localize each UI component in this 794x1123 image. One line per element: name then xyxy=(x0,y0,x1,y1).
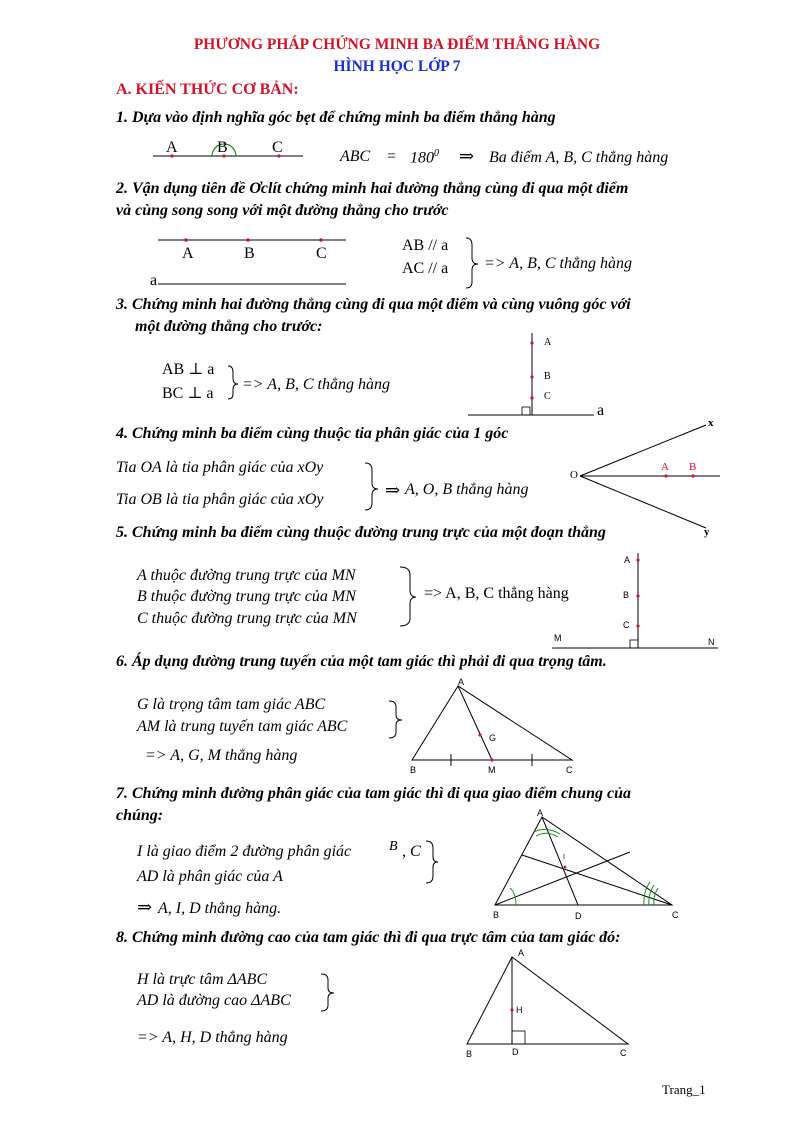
s1-conclusion: Ba điểm A, B, C thẳng hàng xyxy=(489,149,669,166)
s1-label-a: A xyxy=(166,139,178,156)
s5-condition-1: A thuộc đường trung trực của MN xyxy=(137,567,356,584)
s8-condition-2: AD là đường cao ΔABC xyxy=(137,992,291,1009)
s3-condition-2: BC ⊥ a xyxy=(162,385,214,402)
s3-heading-line2: một đường thẳng cho trước: xyxy=(135,318,323,335)
s7-label-c: C xyxy=(672,910,679,920)
s6-conclusion: => A, G, M thẳng hàng xyxy=(145,747,298,764)
s4-label-x: x xyxy=(708,417,714,429)
s4-label-y: y xyxy=(704,526,710,538)
s2-conclusion: => A, B, C thẳng hàng xyxy=(484,255,632,272)
s7-heading-line1: 7. Chứng minh đường phân giác của tam giác thì đi qua giao điểm chung của xyxy=(116,785,631,802)
s1-implies-arrow: ⇒ xyxy=(459,146,475,166)
s8-label-d: D xyxy=(512,1047,519,1057)
s7-conclusion: A, I, D thẳng hàng. xyxy=(158,900,282,917)
s3-heading-line1: 3. Chứng minh hai đường thẳng cùng đi qua một điểm và cùng vuông góc với xyxy=(116,296,631,313)
s5-label-b: B xyxy=(623,590,630,600)
s3-conclusion: => A, B, C thẳng hàng xyxy=(242,376,390,393)
s5-heading: 5. Chứng minh ba điểm cùng thuộc đường trung trực của một đoạn thẳng xyxy=(116,524,606,541)
s2-heading-line1: 2. Vận dụng tiên đề Ơclít chứng minh hai đường thẳng cùng đi qua một điểm xyxy=(116,180,629,197)
s8-label-h: H xyxy=(516,1005,523,1015)
s1-label-c: C xyxy=(272,139,283,156)
s6-condition-1: G là trọng tâm tam giác ABC xyxy=(137,696,326,713)
s8-triangle-abc xyxy=(467,957,628,1044)
s2-label-b: B xyxy=(244,245,255,262)
s8-label-a: A xyxy=(518,948,525,958)
s3-condition-1: AB ⊥ a xyxy=(162,361,215,378)
s4-conclusion: A, O, B thẳng hàng xyxy=(405,481,529,498)
s2-label-a: A xyxy=(182,245,194,262)
s6-label-b: B xyxy=(410,765,417,775)
s2-line-label: a xyxy=(150,272,158,289)
section-a-heading: A. KIẾN THỨC CƠ BẢN: xyxy=(116,81,299,98)
page-number: Trang_1 xyxy=(662,1082,706,1097)
s4-label-o: O xyxy=(570,469,578,481)
s7-label-b: B xyxy=(493,910,500,920)
s5-label-n: N xyxy=(708,637,715,647)
s6-heading: 6. Áp dụng đường trung tuyến của một tam giác thì phải đi qua trọng tâm. xyxy=(116,653,607,670)
s4-label-a: A xyxy=(661,461,669,473)
s4-heading: 4. Chứng minh ba điểm cùng thuộc tia phân giác của 1 góc xyxy=(116,425,509,442)
s7-label-a: A xyxy=(537,808,544,818)
s8-label-b: B xyxy=(466,1049,473,1059)
s6-label-m: M xyxy=(488,765,496,775)
s3-line-label: a xyxy=(597,402,605,419)
s6-condition-2: AM là trung tuyến tam giác ABC xyxy=(137,718,348,735)
s6-label-c: C xyxy=(566,765,573,775)
s8-heading: 8. Chứng minh đường cao của tam giác thì đi qua trực tâm của tam giác đó: xyxy=(116,929,621,946)
s7-implies-arrow: ⇒ xyxy=(137,897,153,917)
document-title: PHƯƠNG PHÁP CHỨNG MINH BA ĐIỂM THẲNG HÀNG xyxy=(193,36,601,53)
s1-label-b: B xyxy=(217,139,228,156)
s8-condition-1: H là trực tâm ΔABC xyxy=(137,971,268,988)
s8-label-c: C xyxy=(620,1048,627,1058)
s7-condition-1: I là giao điểm 2 đường phân giác xyxy=(137,843,352,860)
s1-formula-angle: ABC xyxy=(340,148,371,165)
s4-condition-1: Tia OA là tia phân giác của xOy xyxy=(116,459,324,476)
s8-right-angle-mark xyxy=(512,1031,525,1044)
s6-label-a: A xyxy=(458,677,465,687)
s7-angle-b: B xyxy=(389,839,398,854)
s1-formula-value: $180^0$ xyxy=(410,148,439,167)
s8-conclusion: => A, H, D thẳng hàng xyxy=(137,1029,288,1046)
s2-condition-1: AB // a xyxy=(402,237,449,254)
s6-label-g: G xyxy=(489,733,497,743)
s7-heading-line2: chúng: xyxy=(116,807,164,824)
s3-label-a: A xyxy=(544,337,552,348)
s7-condition-2: AD là phân giác của A xyxy=(137,868,283,885)
s5-label-c: C xyxy=(623,620,630,630)
document-subtitle: HÌNH HỌC LỚP 7 xyxy=(333,58,461,75)
s8-point-h xyxy=(510,1008,513,1011)
s4-label-b: B xyxy=(689,461,697,473)
s4-implies-arrow: ⇒ xyxy=(385,480,401,500)
s5-condition-3: C thuộc đường trung trực của MN xyxy=(137,610,357,627)
s8-brace xyxy=(321,974,334,1011)
s7-angle-c: , C xyxy=(402,843,421,860)
s7-label-d: D xyxy=(575,911,582,921)
s5-conclusion: => A, B, C thẳng hàng xyxy=(424,585,569,602)
s5-condition-2: B thuộc đường trung trực của MN xyxy=(137,588,356,605)
s1-heading: 1. Dựa vào định nghĩa góc bẹt để chứng minh ba điểm thẳng hàng xyxy=(116,109,556,126)
s3-label-b: B xyxy=(544,371,551,382)
s2-heading-line2: và cùng song song với một đường thẳng cho trước xyxy=(116,202,449,219)
s1-formula-eq: = xyxy=(387,148,397,165)
s4-condition-2: Tia OB là tia phân giác của xOy xyxy=(116,491,324,508)
s2-label-c: C xyxy=(316,245,327,262)
s5-label-a: A xyxy=(624,555,631,565)
s5-label-m: M xyxy=(554,633,562,643)
s2-condition-2: AC // a xyxy=(402,260,449,277)
s3-label-c: C xyxy=(544,391,551,402)
s7-label-i: I xyxy=(563,854,565,861)
